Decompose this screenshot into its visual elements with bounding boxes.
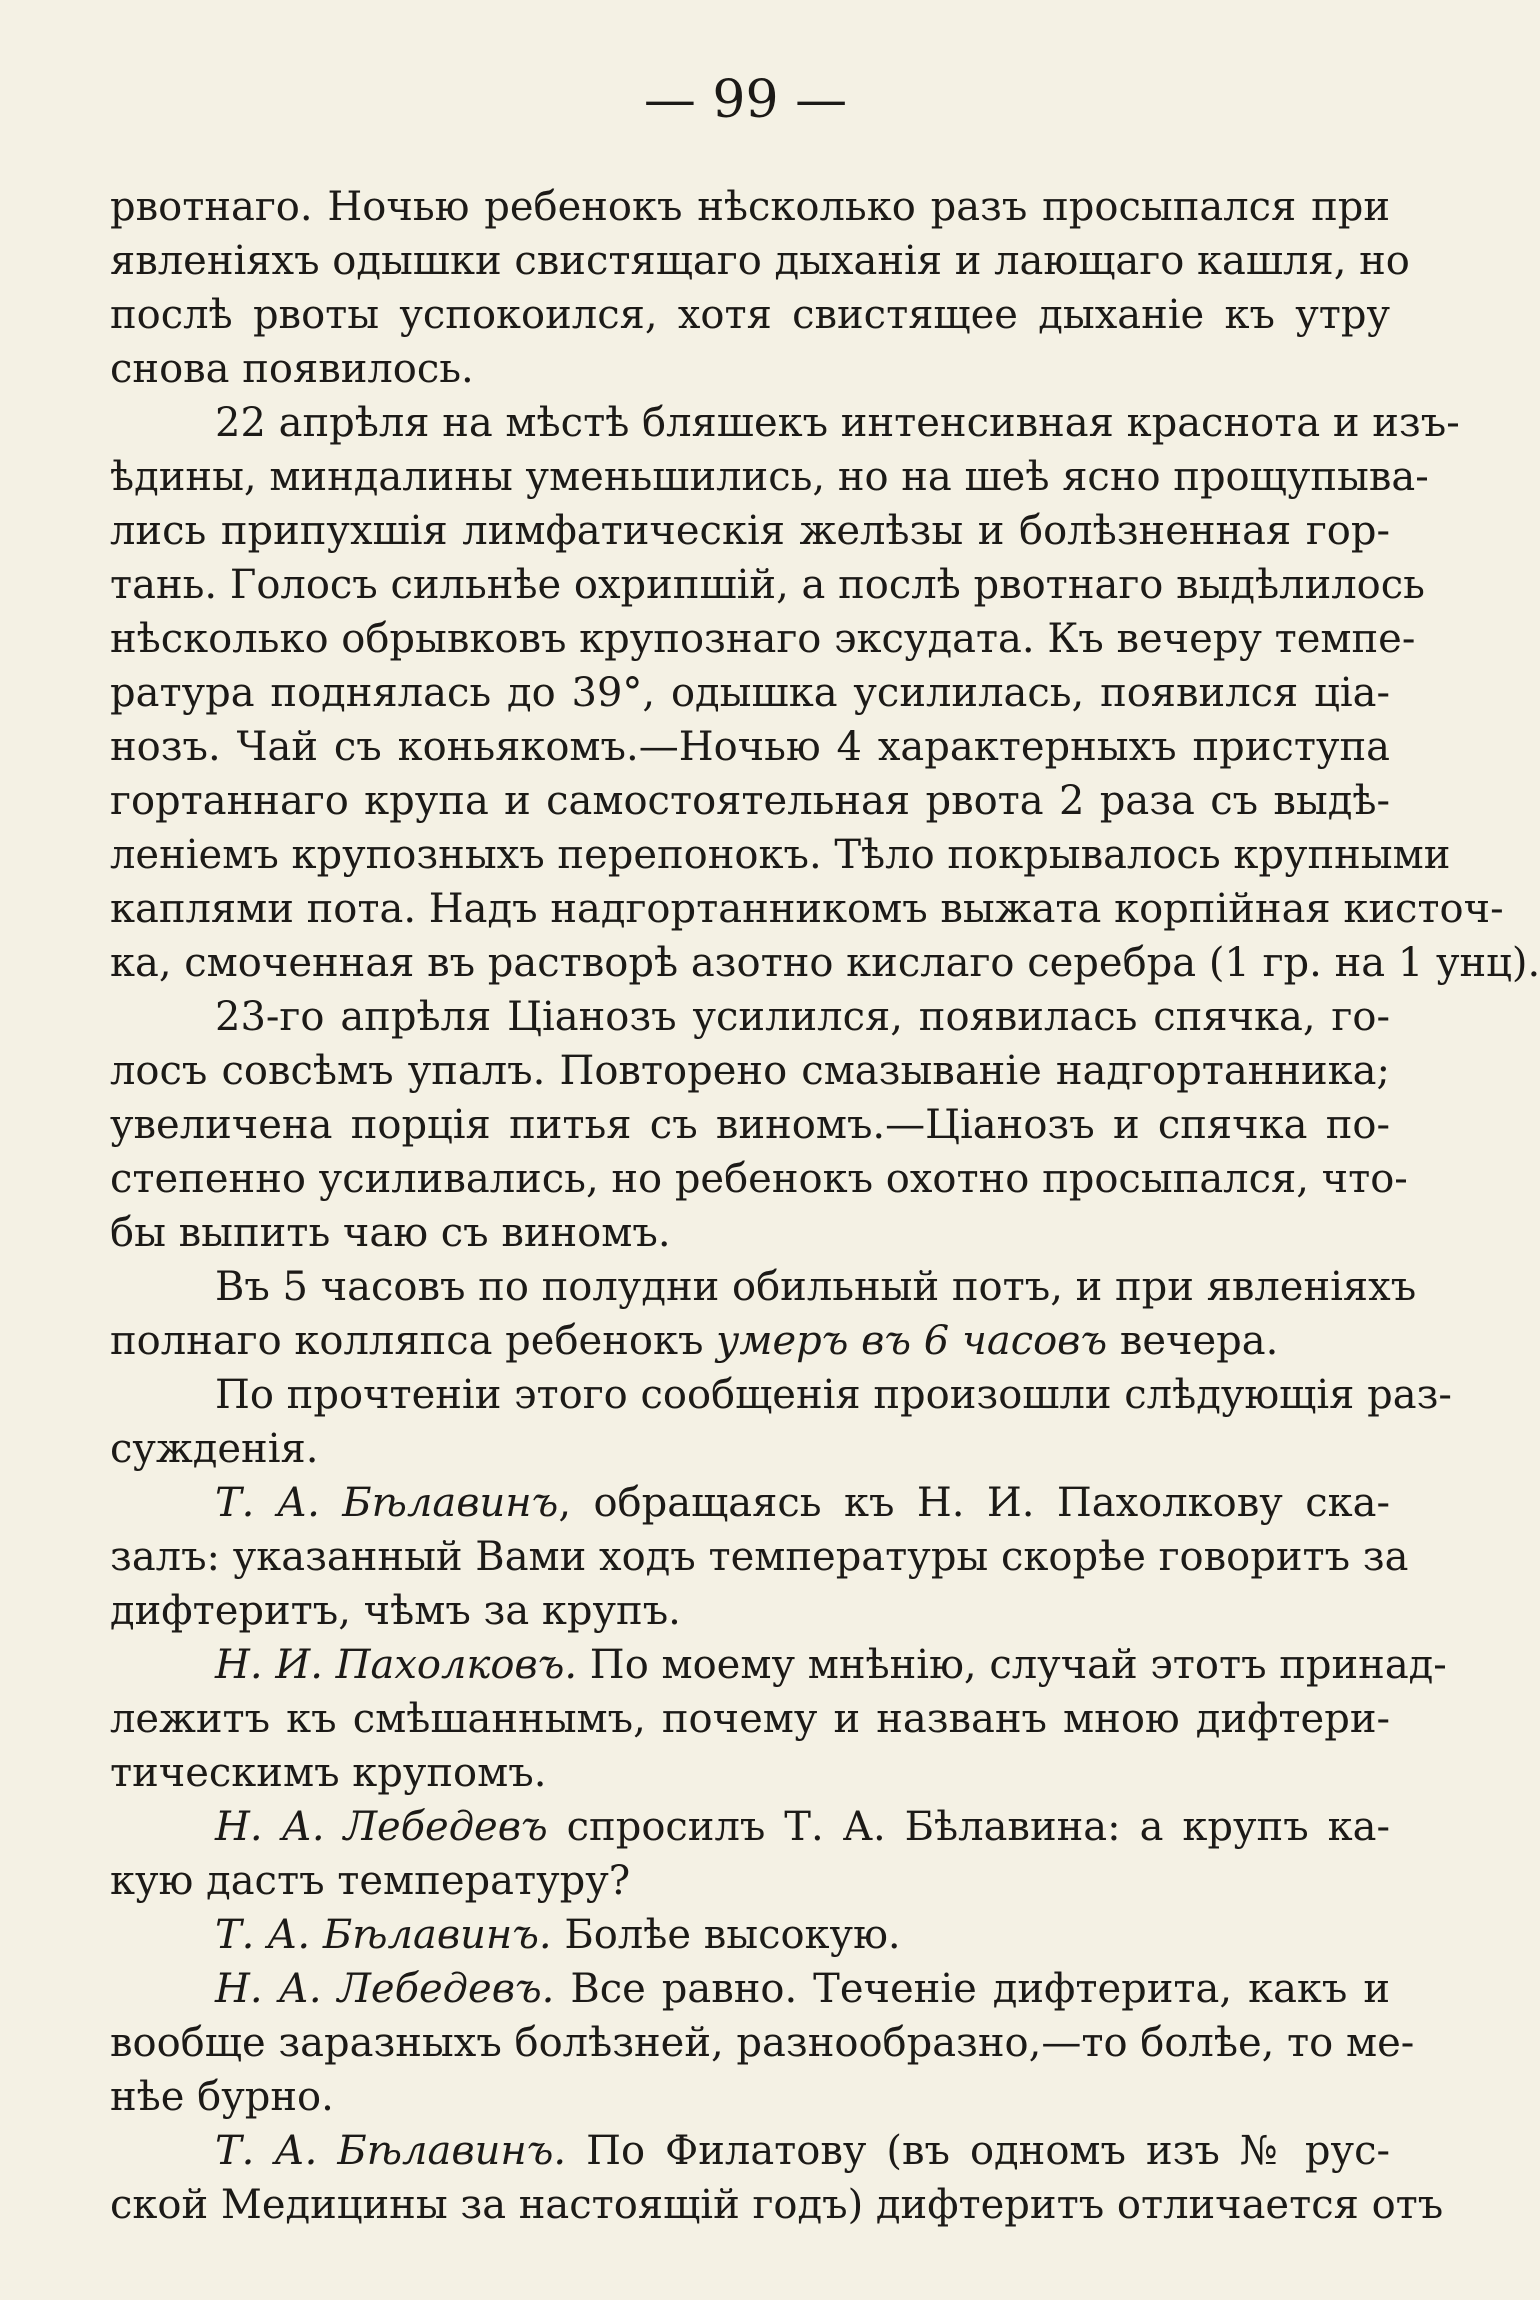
text-line — [110, 828, 1451, 882]
text-line — [110, 450, 1429, 504]
text-line — [110, 342, 1390, 396]
italic-name: Н. И. Пахолковъ. — [215, 1642, 578, 1688]
text-segment: По Филатову (въ одномъ изъ № рус- — [566, 2128, 1390, 2174]
text-segment: ка, смоченная въ растворѣ азотно кислаго серебра (1 гр. на 1 унц). — [110, 940, 1540, 986]
text-line — [110, 396, 1460, 450]
text-segment: ратура поднялась до 39°, одышка усилилась, появился ціа- — [110, 670, 1390, 716]
text-segment: дифтеритъ, чѣмъ за крупъ. — [110, 1588, 681, 1634]
text-segment: вообще заразныхъ болѣзней, разнообразно,—то болѣе, то ме- — [110, 2020, 1415, 2066]
text-segment: По прочтеніи этого сообщенія произошли слѣдующія раз- — [215, 1372, 1452, 1418]
text-segment: явленіяхъ одышки свистящаго дыханія и лающаго кашля, но — [110, 238, 1410, 284]
text-line — [110, 1962, 1390, 2016]
text-line — [110, 1800, 1390, 1854]
text-line — [110, 1260, 1417, 1314]
italic-name: Т. А. Бѣлавинъ. — [215, 2128, 567, 2174]
page-number: — 99 — — [643, 70, 848, 130]
text-segment: ѣдины, миндалины уменьшились, но на шеѣ ясно прощупыва- — [110, 454, 1429, 500]
text-segment: 23-го апрѣля Ціанозъ усилился, появилась спячка, го- — [215, 994, 1390, 1040]
text-line — [110, 1746, 1390, 1800]
text-segment: гортаннаго крупа и самостоятельная рвота 2 раза съ выдѣ- — [110, 778, 1390, 824]
text-segment: 22 апрѣля на мѣстѣ бляшекъ интенсивная краснота и изъ- — [215, 400, 1460, 446]
text-segment: леніемъ крупозныхъ перепонокъ. Тѣло покрывалось крупными — [110, 832, 1451, 878]
text-line — [110, 2124, 1390, 2178]
text-line — [110, 234, 1410, 288]
text-segment: увеличена порція питья съ виномъ.—Ціанозъ и спячка по- — [110, 1102, 1390, 1148]
text-line — [110, 720, 1390, 774]
text-line — [110, 1206, 1390, 1260]
text-line — [110, 774, 1390, 828]
italic-name: умеръ въ 6 часовъ — [716, 1318, 1108, 1364]
text-segment: послѣ рвоты успокоился, хотя свистящее дыханіе къ утру — [110, 292, 1390, 338]
text-line — [110, 558, 1425, 612]
text-line — [110, 990, 1390, 1044]
text-segment: По моему мнѣнію, случай этотъ принад- — [577, 1642, 1447, 1688]
body-text — [110, 180, 1540, 2232]
text-segment: нѣсколько обрывковъ крупознаго эксудата. Къ вечеру темпе- — [110, 616, 1416, 662]
text-segment: степенно усиливались, но ребенокъ охотно просыпался, что- — [110, 1156, 1408, 1202]
text-segment: рвотнаго. Ночью ребенокъ нѣсколько разъ просыпался при — [110, 184, 1390, 230]
text-line — [110, 2016, 1415, 2070]
text-line — [110, 1692, 1390, 1746]
text-segment: вечера. — [1107, 1318, 1279, 1364]
text-line — [110, 1908, 1390, 1962]
text-line — [110, 1638, 1447, 1692]
italic-name: Н. А. Лебедевъ — [215, 1804, 548, 1850]
text-line — [110, 666, 1390, 720]
text-segment: тическимъ крупомъ. — [110, 1750, 547, 1796]
text-segment: нѣе бурно. — [110, 2074, 334, 2120]
text-line — [110, 882, 1504, 936]
text-segment: лежитъ къ смѣшаннымъ, почему и названъ мною дифтери- — [110, 1696, 1390, 1742]
italic-name: Т. А. Бѣлавинъ — [215, 1480, 559, 1526]
text-segment: Болѣе высокую. — [551, 1912, 901, 1958]
text-segment: спросилъ Т. А. Бѣлавина: а крупъ ка- — [547, 1804, 1390, 1850]
text-segment: , обращаясь къ Н. И. Пахолкову ска- — [558, 1480, 1390, 1526]
text-segment: тань. Голосъ сильнѣе охрипшій, а послѣ рвотнаго выдѣлилось — [110, 562, 1425, 608]
text-segment: ской Медицины за настоящій годъ) дифтеритъ отличается отъ — [110, 2182, 1444, 2228]
text-segment: залъ: указанный Вами ходъ температуры скорѣе говоритъ за — [110, 1534, 1409, 1580]
text-line — [110, 1584, 1390, 1638]
text-segment: каплями пота. Надъ надгортанникомъ выжата корпійная кисточ- — [110, 886, 1504, 932]
text-segment: нозъ. Чай съ коньякомъ.—Ночью 4 характерныхъ приступа — [110, 724, 1390, 770]
text-segment: Все равно. Теченіе дифтерита, какъ и — [554, 1966, 1391, 2012]
text-line — [110, 1152, 1408, 1206]
text-segment: лосъ совсѣмъ упалъ. Повторено смазываніе надгортанника; — [110, 1048, 1390, 1094]
text-line — [110, 180, 1390, 234]
text-line — [110, 2070, 1390, 2124]
text-line — [110, 612, 1416, 666]
text-line — [110, 1044, 1390, 1098]
text-segment: лись припухшія лимфатическія желѣзы и болѣзненная гор- — [110, 508, 1390, 554]
text-segment: Въ 5 часовъ по полудни обильный потъ, и при явленіяхъ — [215, 1264, 1417, 1310]
text-segment: снова появилось. — [110, 346, 474, 392]
text-line — [110, 1530, 1409, 1584]
italic-name: Т. А. Бѣлавинъ. — [215, 1912, 552, 1958]
text-line — [110, 2178, 1444, 2232]
text-line — [110, 1098, 1390, 1152]
text-line — [110, 1314, 1390, 1368]
text-line — [110, 288, 1390, 342]
text-line — [110, 936, 1540, 990]
italic-name: Н. А. Лебедевъ. — [215, 1966, 555, 2012]
text-line — [110, 1476, 1390, 1530]
text-line — [110, 504, 1390, 558]
text-line — [110, 1368, 1452, 1422]
text-segment: сужденія. — [110, 1426, 319, 1472]
text-segment: кую дастъ температуру? — [110, 1858, 631, 1904]
text-segment: полнаго колляпса ребенокъ — [110, 1318, 717, 1364]
text-line — [110, 1854, 1390, 1908]
text-line — [110, 1422, 1390, 1476]
text-segment: бы выпить чаю съ виномъ. — [110, 1210, 671, 1256]
